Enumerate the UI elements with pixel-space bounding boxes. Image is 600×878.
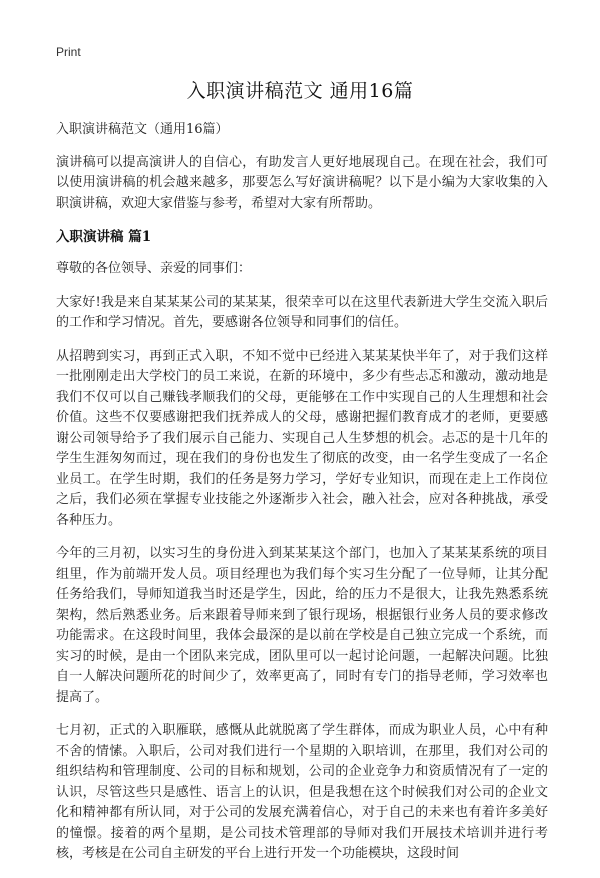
body-paragraph: 大家好!我是来自某某某公司的某某某，很荣幸可以在这里代表新进大学生交流入职后的工作和学习情况。首先，要感谢各位领导和同事们的信任。 (56, 294, 548, 330)
print-label: Print (56, 45, 81, 59)
page-title: 入职演讲稿范文 通用16篇 (186, 80, 414, 102)
body-paragraph: 从招聘到实习，再到正式入职，不知不觉中已经进入某某某快半年了，对于我们这样一批刚刚走出大学校门的员工来说，在新的环境中，多少有些忐忑和激动，激动地是我们不仅可以自己赚钱孝顺我们的父母，更能够在工作中实现自己的人生理想和社会价值。这些不仅要感谢把我们抚养成人的父母，感谢把握们教育成才的老师，更要感谢公司领导给予了我们展示自己能力、实现自己人生梦想的机会。忐忑的是十几年的学生生涯匆匆而过，现在我们的身份也发生了彻底的改变，由一名学生变成了一名企业员工。在学生时期，我们的任务是努力学习，学好专业知识，而现在走上工作岗位之后，我们必须在掌握专业技能之外逐渐步入社会，融入社会，应对各种挑战，承受各种压力。 (56, 348, 548, 528)
intro-paragraph: 演讲稿可以提高演讲人的自信心，有助发言人更好地展现自己。在现在社会，我们可以使用演讲稿的机会越来越多，那要怎么写好演讲稿呢？以下是小编为大家收集的入职演讲稿，欢迎大家借鉴与参考，希望对大家有所帮助。 (56, 154, 548, 211)
salutation-paragraph: 尊敬的各位领导、亲爱的同事们： (56, 261, 252, 276)
body-paragraph: 七月初，正式的入职雁联，感慨从此就脱离了学生群体，而成为职业人员，心中有种不舍的情愫。入职后，公司对我们进行一个星期的入职培训，在那里，我们对公司的组织结构和管理制度、公司的目标和规划，公司的企业竞争力和资质情况有了一定的认识，尽管这些只是感性、语言上的认识，但是我想在这个时候我们对公司的企业文化和精神都有所认同，对于公司的发展充满着信心，对于自己的未来也有着许多美好的憧憬。接着的两个星期，是公司技术管理部的导师对我们开展技术培训并进行考核，考核是在公司自主研发的平台上进行开发一个功能模块，这段时间 (56, 723, 548, 861)
document-body (56, 120, 548, 878)
document-subtitle: 入职演讲稿范文（通用16篇） (56, 122, 229, 137)
body-paragraph: 今年的三月初，以实习生的身份进入到某某某这个部门，也加入了某某某系统的项目组里，作为前端开发人员。项目经理也为我们每个实习生分配了一位导师，让其分配任务给我们，导师知道我当时还是学生，因此，给的压力不是很大，让我先熟悉系统架构，然后熟悉业务。后来跟着导师来到了银行现场，根据银行业务人员的要求修改功能需求。在这段时间里，我体会最深的是以前在学校是自己独立完成一个系统，而实习的时候，是由一个团队来完成，团队里可以一起讨论问题，一起解决问题。比独自一人解决问题所花的时间少了，效率更高了，同时有专门的指导老师，学习效率也提高了。 (56, 546, 548, 705)
section-heading: 入职演讲稿 篇1 (56, 229, 152, 245)
